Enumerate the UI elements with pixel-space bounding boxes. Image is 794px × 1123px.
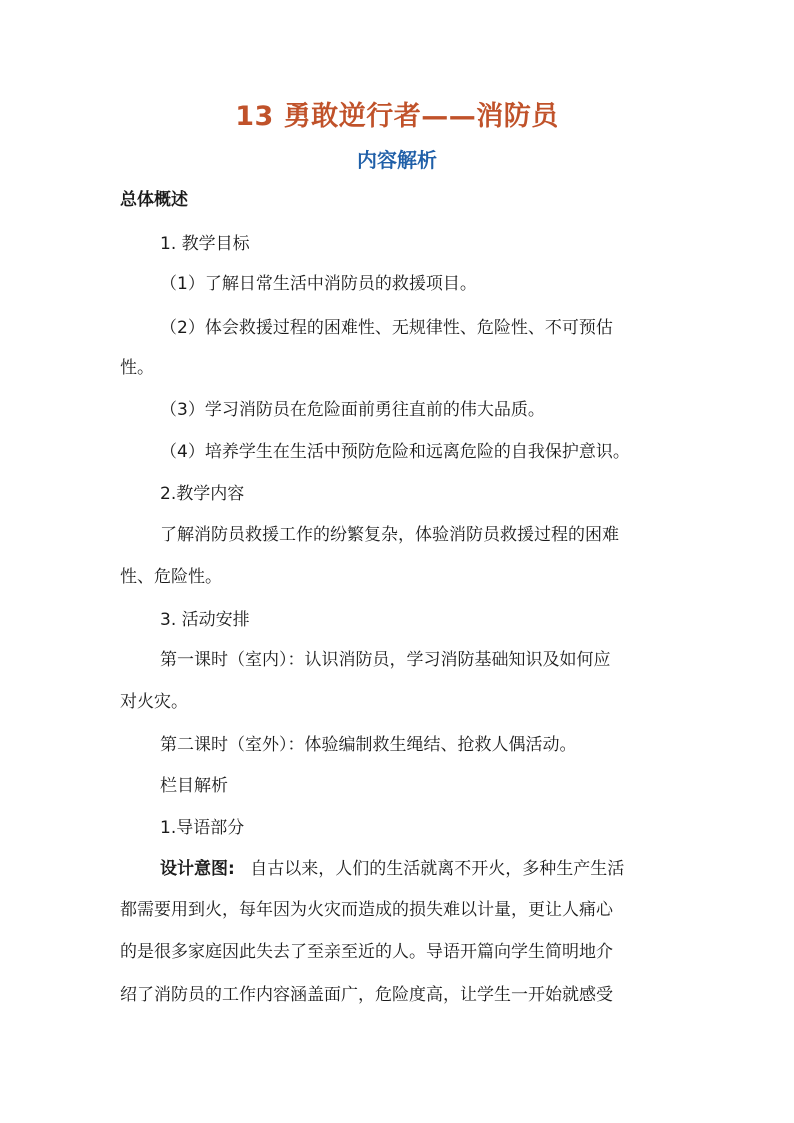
design-intent-line-2: 都需要用到火，每年因为火灾而造成的损失难以计量，更让人痛心 xyxy=(120,900,613,920)
goal-item-1: （1）了解日常生活中消防员的救援项目。 xyxy=(160,274,477,294)
goal-item-2-line-2: 性。 xyxy=(120,358,154,378)
page-subtitle: 内容解析 xyxy=(357,148,437,172)
heading-activity-arrangement: 3. 活动安排 xyxy=(160,610,250,630)
design-intent-text-1: 自古以来，人们的生活就离不开火，多种生产生活 xyxy=(250,859,625,879)
activity-1-line-1: 第一课时（室内）：认识消防员，学习消防基础知识及如何应 xyxy=(160,650,611,670)
heading-intro-part: 1.导语部分 xyxy=(160,818,245,838)
activity-2: 第二课时（室外）：体验编制救生绳结、抢救人偶活动。 xyxy=(160,735,577,755)
design-intent-line-3: 的是很多家庭因此失去了至亲至近的人。导语开篇向学生简明地介 xyxy=(120,942,613,962)
section-heading-columns: 栏目解析 xyxy=(160,776,228,796)
heading-teaching-content: 2.教学内容 xyxy=(160,484,245,504)
design-intent-line-4: 绍了消防员的工作内容涵盖面广，危险度高，让学生一开始就感受 xyxy=(120,985,613,1005)
goal-item-3: （3）学习消防员在危险面前勇往直前的伟大品质。 xyxy=(160,400,545,420)
goal-item-2-line-1: （2）体会救援过程的困难性、无规律性、危险性、不可预估 xyxy=(160,318,613,338)
page-title: 13 勇敢逆行者——消防员 xyxy=(235,101,559,132)
heading-teaching-goals: 1. 教学目标 xyxy=(160,234,250,254)
activity-1-line-2: 对火灾。 xyxy=(120,692,188,712)
goal-item-4: （4）培养学生在生活中预防危险和远离危险的自我保护意识。 xyxy=(160,442,630,462)
content-paragraph-line-1: 了解消防员救援工作的纷繁复杂，体验消防员救援过程的困难 xyxy=(160,525,619,545)
design-intent-line-1 xyxy=(160,857,624,881)
content-paragraph-line-2: 性、危险性。 xyxy=(120,567,222,587)
design-intent-label: 设计意图: xyxy=(160,859,235,879)
section-heading-overview: 总体概述 xyxy=(120,190,188,210)
